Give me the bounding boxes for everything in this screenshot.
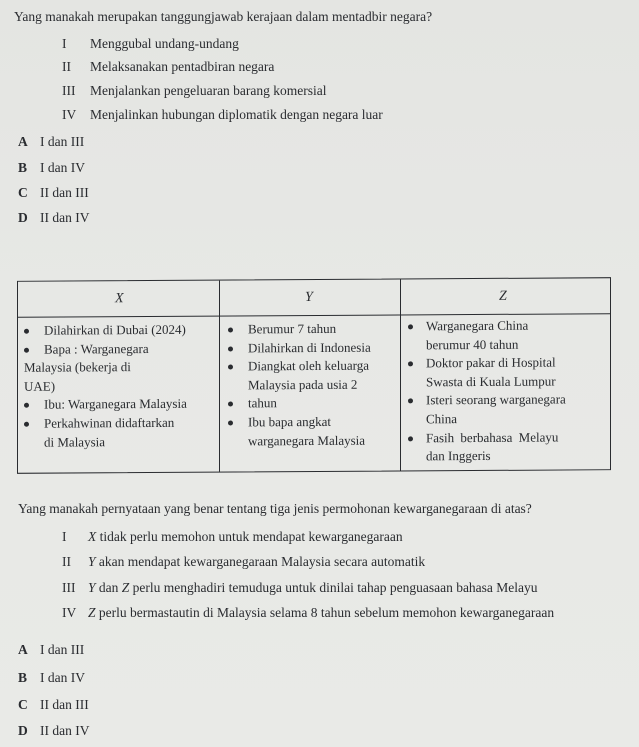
table-row: Doktor pakar di Hospital [406,353,608,373]
q2-option-d[interactable] [18,723,89,739]
table-row: Isteri seorang warganegara [406,391,608,411]
statement-mid: dan [95,580,122,595]
table-row: berumur 40 tahun [426,336,519,352]
column-z [406,316,608,466]
q1-option-c[interactable] [18,185,89,201]
option-letter: B [18,670,28,685]
statement-text: tidak perlu memohon untuk mendapat kewarganegaraan [96,529,403,544]
option-letter: C [18,697,28,712]
statement-number: III [62,83,76,98]
option-letter: A [18,134,28,149]
table-row: Malaysia pada usia 2 [248,376,358,393]
statement-number: IV [62,107,77,122]
table-row: Malaysia (bekerja di [24,359,131,375]
bullet-icon [408,399,413,404]
q1-option-d[interactable] [18,210,89,226]
option-letter: B [18,160,28,175]
statement-text: Menjalinkan hubungan diplomatik dengan negara luar [90,107,383,122]
table-header-row [18,278,610,318]
table-row: Dilahirkan di Dubai (2024) [24,321,216,341]
table-row: Perkahwinan didaftarkan [24,414,216,434]
q2-option-c[interactable] [18,697,89,713]
bullet-icon [24,329,29,334]
table-row: Fasih berbahasa Melayu [406,428,608,448]
bullet-icon [228,420,233,425]
table-row: warganegara Malaysia [248,432,366,448]
statement-number: III [62,580,76,595]
bullet-icon [24,403,29,408]
bullet-icon [228,346,233,351]
table-row: Swasta di Kuala Lumpur [426,373,556,390]
statement-text: Menggubal undang-undang [90,36,239,51]
table-row: UAE) [24,378,56,394]
bullet-icon [228,402,233,407]
option-text: II dan III [40,185,89,200]
header-y: Y [305,290,313,306]
statement-text: perlu menghadiri temuduga untuk dinilai tahap penguasaan bahasa Melayu [129,580,538,595]
q1-option-a[interactable] [18,134,84,150]
statement-text: perlu bermastautin di Malaysia selama 8 tahun sebelum memohon kewarganegaraan [95,605,555,620]
variable-label: Z [88,605,96,620]
statement-number: I [62,529,67,544]
option-letter: D [18,723,28,738]
variable-label: Y [88,580,96,595]
bullet-icon [24,347,29,352]
table-row: Diangkat oleh keluarga [224,357,396,377]
table-row: Berumur 7 tahun [224,319,396,339]
column-x [24,321,216,452]
column-divider [400,279,401,470]
table-row: Ibu: Warganegara Malaysia [24,395,216,415]
option-text: II dan III [40,697,89,712]
bullet-icon [408,362,413,367]
bullet-icon [228,327,233,332]
option-text: I dan III [40,134,85,149]
option-text: I dan IV [40,160,85,175]
statement-number: I [62,36,67,51]
table-row: China [426,411,458,427]
variable-label: X [88,529,97,544]
header-z: Z [499,288,507,304]
table-row: dan Inggeris [426,448,491,464]
q2-option-b[interactable] [18,670,85,686]
bullet-icon [24,422,29,427]
statement-number: IV [62,605,77,620]
bullet-icon [408,436,413,441]
statement-number: II [62,554,71,569]
variable-label: Y [88,554,96,569]
table-row: di Malaysia [44,433,106,450]
option-letter: D [18,210,28,225]
table-row: tahun [224,394,396,414]
header-x: X [115,291,124,307]
variable-label: Z [121,580,130,595]
table-row: Ibu bapa angkat [224,412,396,432]
option-text: II dan IV [40,210,90,225]
option-letter: C [18,185,28,200]
column-divider [219,281,220,472]
option-text: I dan III [40,642,85,657]
bullet-icon [408,324,413,329]
statement-number: II [62,59,71,74]
statement-text: Melaksanakan pentadbiran negara [90,59,275,74]
statement-text: akan mendapat kewarganegaraan Malaysia secara automatik [95,554,426,569]
question1-stem: Yang manakah merupakan tanggungjawab kerajaan dalam mentadbir negara? [14,9,433,24]
statement-text: Menjalankan pengeluaran barang komersial [90,83,327,98]
column-y [224,319,396,450]
bullet-icon [228,365,233,370]
q2-option-a[interactable] [18,642,84,658]
question2-stem: Yang manakah pernyataan yang benar tentang tiga jenis permohonan kewarganegaraan di atas? [18,501,532,516]
option-letter: A [18,642,28,657]
table-row: Bapa : Warganegara [24,339,216,359]
table-row: Dilahirkan di Indonesia [224,338,396,358]
table-row: Warganegara China [406,316,608,336]
citizenship-table [17,277,611,474]
option-text: I dan IV [40,670,85,685]
q1-option-b[interactable] [18,160,85,176]
option-text: II dan IV [40,723,90,738]
